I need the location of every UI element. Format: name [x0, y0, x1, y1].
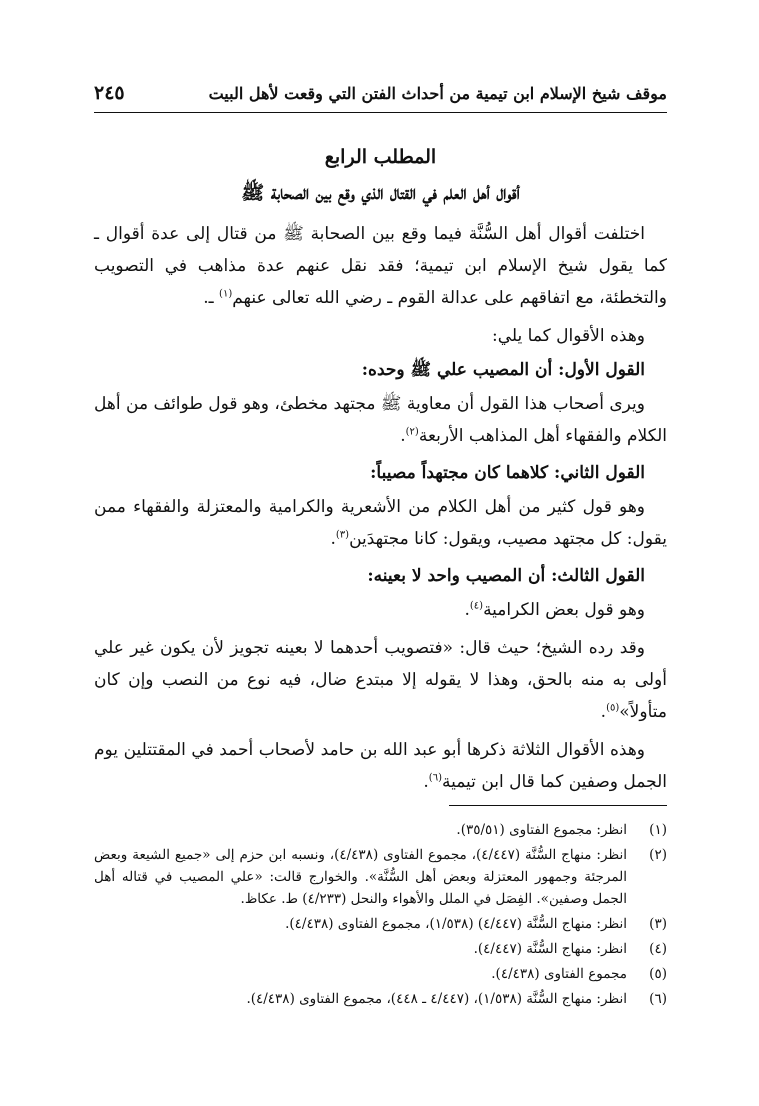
footnote [94, 913, 667, 935]
footnote-ref-1[interactable]: (١) [219, 288, 233, 300]
footnote-text: انظر: منهاج السُّنَّة (٤/٤٤٧). [473, 941, 627, 957]
footnote-ref-5[interactable]: (٥) [606, 702, 620, 714]
third-opinion-text: وهو قول بعض الكرامية$^{(٤)}$. [464, 600, 645, 620]
footnote [94, 988, 667, 1010]
page-number: ٢٤٥ [94, 82, 125, 104]
footnote-number: (٥) [649, 966, 667, 982]
footnote-separator [449, 805, 667, 806]
closing-paragraph: وهذه الأقوال الثلاثة ذكرها أبو عبد الله بن حامد لأصحاب أحمد في المقتتلين يوم الجمل وصفين كما قال ابن تيمية$^{(٦)}$. [94, 740, 667, 792]
body-text [94, 218, 667, 798]
second-opinion-heading: القول الثاني: كلاهما كان مجتهداً مصيباً: [370, 463, 645, 483]
response-paragraph: وقد رده الشيخ؛ حيث قال: «فتصويب أحدهما لا بعينه تجويز لأن يكون غير علي أولى به منه بالحق، وهذا لا يقوله إلا مبتدع ضال، فيه نوع من النصب وإن كان متأولاً»$^{(٥)}$. [94, 638, 667, 722]
footnote-number: (١) [649, 822, 667, 838]
footnote-ref-2[interactable]: (٢) [405, 426, 419, 438]
intro-paragraph: اختلفت أقوال أهل السُّنَّة فيما وقع بين الصحابة ﷺ من قتال إلى عدة أقوال ـ كما يقول شيخ الإسلام ابن تيمية؛ فقد نقل عنهم عدة مذاهب في التصويب والتخطئة، مع اتفاقهم على عدالة القوم ـ رضي الله تعالى عنهم$^{(١)}$ ـ. [94, 224, 667, 308]
footnote-text: انظر: منهاج السُّنَّة (٤/٤٤٧) (١/٥٣٨)، مجموع الفتاوى (٤/٤٣٨). [285, 916, 627, 932]
footnote-ref-3[interactable]: (٣) [335, 529, 350, 541]
footnote-number: (٦) [649, 991, 667, 1007]
main-heading: أقوال أهل العلم في القتال الذي وقع بين الصحابة ﷺ [241, 182, 520, 204]
footnote-number: (٣) [649, 916, 667, 932]
footnote [94, 819, 667, 841]
section-title: المطلب الرابع [324, 146, 437, 168]
footnote-number: (٤) [649, 941, 667, 957]
footnote [94, 844, 667, 910]
running-title: موقف شيخ الإسلام ابن تيمية من أحداث الفتن التي وقعت لأهل البيت [208, 84, 667, 103]
first-opinion-heading: القول الأول: أن المصيب علي ﷺ وحده: [361, 360, 645, 380]
footnotes [94, 819, 667, 1013]
running-header [94, 82, 667, 113]
second-opinion-text: وهو قول كثير من أهل الكلام من الأشعرية والكرامية والمعتزلة والفقهاء ممن يقول: كل مجتهد مصيب، ويقول: كانا مجتهدَين$^{(٣)}$. [94, 497, 667, 549]
footnote-text: انظر: مجموع الفتاوى (٣٥/٥١). [456, 822, 627, 838]
footnote [94, 938, 667, 960]
list-intro: وهذه الأقوال كما يلي: [492, 326, 645, 346]
footnote-number: (٢) [649, 847, 667, 863]
footnote-text: انظر: منهاج السُّنَّة (٤/٤٤٧)، مجموع الفتاوى (٤/٤٣٨)، ونسبه ابن حزم إلى «جميع الشيعة وبعض المرجئة وجمهور المعتزلة وبعض أهل السُّنَّة». والخوارج قالت: «علي المصيب في قتاله أهل الجمل وصفين». الفِصَل في الملل والأهواء والنحل (٤/٢٣٣) ط. عكاظ. [94, 847, 627, 907]
first-opinion-text: ويرى أصحاب هذا القول أن معاوية ﷺ مجتهد مخطئ، وهو قول طوائف من أهل الكلام والفقهاء أهل المذاهب الأربعة$^{(٢)}$. [94, 394, 667, 446]
footnote-ref-6[interactable]: (٦) [428, 772, 442, 784]
footnote [94, 963, 667, 985]
footnote-ref-4[interactable]: (٤) [469, 600, 484, 612]
footnote-text: انظر: منهاج السُّنَّة (١/٥٣٨)، (٤/٤٤٧ ـ ٤٤٨)، مجموع الفتاوى (٤/٤٣٨). [246, 991, 627, 1007]
footnote-text: مجموع الفتاوى (٤/٤٣٨). [491, 966, 627, 982]
third-opinion-heading: القول الثالث: أن المصيب واحد لا بعينه: [367, 566, 645, 586]
